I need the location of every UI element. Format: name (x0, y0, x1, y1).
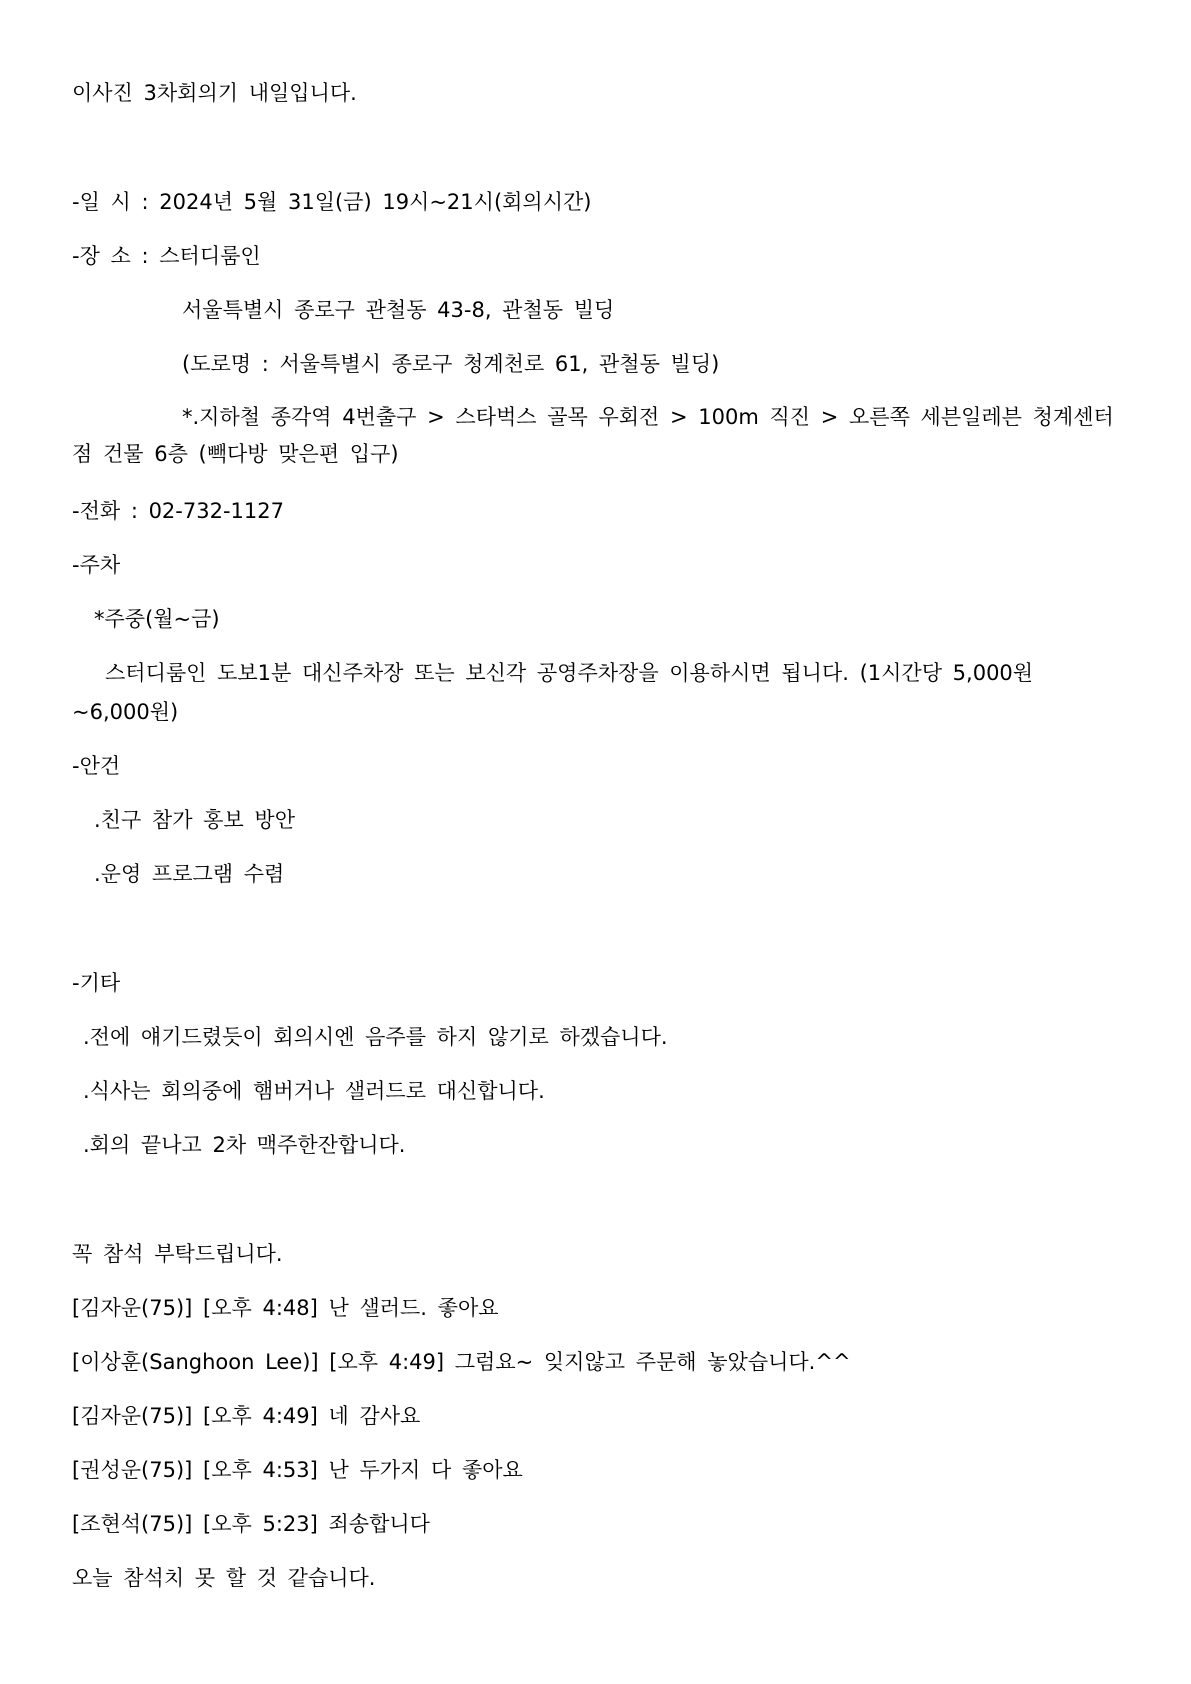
chat-message: 오늘 참석치 못 할 것 같습니다. (72, 1566, 376, 1590)
parking-heading: -주차 (72, 553, 121, 577)
chat-message: [김자운(75)] [오후 4:49] 네 감사요 (72, 1404, 421, 1428)
chat-message: [이상훈(Sanghoon Lee)] [오후 4:49] 그럼요~ 잊지않고 주문해 놓았습니다.^^ (72, 1350, 851, 1374)
closing-line: 꼭 참석 부탁드립니다. (72, 1242, 283, 1266)
directions-text: *.지하철 종각역 4번출구 > 스타벅스 골목 우회전 > 100m 직진 > 오른쪽 세븐일레븐 청계센터점 건물 6층 (빽다방 맞은편 입구) (72, 405, 1114, 466)
agenda-heading: -안건 (72, 754, 121, 778)
parking-detail-line2: ~6,000원) (72, 700, 179, 724)
parking-weekday: *주중(월~금) (94, 607, 220, 631)
etc-item: .회의 끝나고 2차 맥주한잔합니다. (83, 1133, 406, 1157)
chat-message: [권성운(75)] [오후 4:53] 난 두가지 다 좋아요 (72, 1458, 523, 1482)
road-address-line: (도로명 : 서울특별시 종로구 청계천로 61, 관철동 빌딩) (182, 352, 720, 376)
directions-paragraph (72, 399, 1117, 473)
intro-line: 이사진 3차회의기 내일입니다. (72, 81, 357, 105)
chat-message: [조현석(75)] [오후 5:23] 죄송합니다 (72, 1512, 430, 1536)
chat-message: [김자운(75)] [오후 4:48] 난 샐러드. 좋아요 (72, 1296, 499, 1320)
agenda-item: .운영 프로그램 수렴 (94, 862, 285, 886)
address-line: 서울특별시 종로구 관철동 43-8, 관철동 빌딩 (182, 298, 615, 322)
parking-detail-line1: 스터디룸인 도보1분 대신주차장 또는 보신각 공영주차장을 이용하시면 됩니다. (1시간당 5,000원 (105, 661, 1034, 685)
agenda-item: .친구 참가 홍보 방안 (94, 808, 295, 832)
etc-heading: -기타 (72, 971, 121, 995)
etc-item: .식사는 회의중에 햄버거나 샐러드로 대신합니다. (83, 1079, 545, 1103)
phone-line: -전화 : 02-732-1127 (72, 499, 284, 523)
etc-item: .전에 얘기드렸듯이 회의시엔 음주를 하지 않기로 하겠습니다. (83, 1025, 668, 1049)
place-line: -장 소 : 스터디룸인 (72, 244, 261, 268)
datetime-line: -일 시 : 2024년 5월 31일(금) 19시~21시(회의시간) (72, 190, 592, 214)
